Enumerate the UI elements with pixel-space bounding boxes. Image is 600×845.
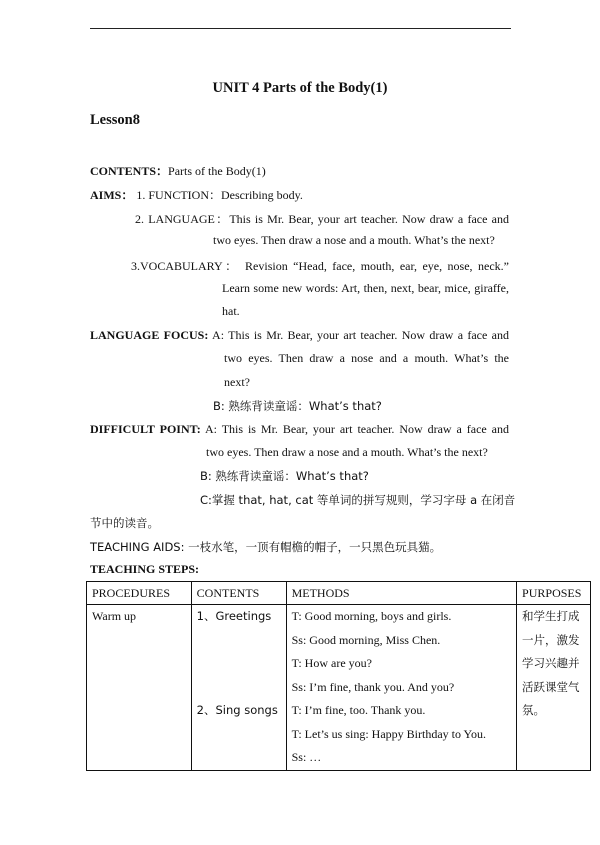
aims-vocabulary-line3: hat. [222, 304, 240, 318]
contents-line [90, 162, 266, 179]
method-line-1: T: Good morning, boys and girls. [291, 609, 452, 623]
teaching-steps-table [86, 581, 591, 771]
method-line-2: Ss: Good morning, Miss Chen. [291, 632, 441, 647]
method-line-6: T: Let’s us sing: Happy Birthday to You. [291, 726, 487, 741]
language-focus-a3: next? [224, 375, 250, 389]
language-focus-line1 [90, 328, 509, 343]
aims-language-line2: two eyes. Then draw a nose and a mouth. What’s the next? [213, 233, 495, 247]
difficult-point-a2: two eyes. Then draw a nose and a mouth. What’s the next? [206, 445, 488, 459]
purpose-line-5: 氛。 [522, 703, 546, 717]
aims-function: 1. FUNCTION：Describing body. [136, 188, 303, 202]
purposes-cell [517, 605, 591, 771]
difficult-point-c2: 节中的读音。 [90, 516, 159, 530]
aims-line [90, 186, 303, 203]
contents-sing-songs: 2、Sing songs [196, 703, 278, 717]
table-header-row [87, 582, 591, 605]
language-focus-a1: A: This is Mr. Bear, your art teacher. Now draw a face and [212, 328, 510, 342]
language-focus-b: B: 熟练背读童谣：What’s that? [213, 399, 382, 413]
purpose-line-3: 学习兴趣并 [522, 656, 580, 670]
aims-label: AIMS： [90, 188, 134, 202]
method-line-5: T: I’m fine, too. Thank you. [291, 703, 426, 717]
purpose-line-4: 活跃课堂气 [522, 679, 580, 694]
aims-language-line1: 2. LANGUAGE：This is Mr. Bear, your art teacher. Now draw a face and [135, 212, 509, 226]
method-line-7: Ss: … [291, 750, 322, 764]
header-procedures: PROCEDURES [87, 582, 192, 605]
difficult-point-b: B: 熟练背读童谣：What’s that? [200, 469, 369, 483]
aims-vocabulary-line2: Learn some new words: Art, then, next, bear, mice, giraffe, [222, 281, 509, 295]
header-purposes: PURPOSES [517, 582, 591, 605]
lesson-title: Lesson8 [90, 112, 140, 128]
unit-title: UNIT 4 Parts of the Body(1) [212, 80, 388, 96]
method-line-3: T: How are you? [291, 656, 372, 670]
purpose-line-1: 和学生打成 [522, 609, 580, 623]
language-focus-a2: two eyes. Then draw a nose and a mouth. What’s the [224, 351, 509, 365]
contents-greetings: 1、Greetings [196, 609, 272, 623]
header-contents: CONTENTS [191, 582, 286, 605]
difficult-point-label: DIFFICULT POINT: [90, 422, 201, 436]
language-focus-label: LANGUAGE FOCUS: [90, 328, 209, 342]
aims-vocabulary-line1: 3.VOCABULARY： Revision “Head, face, mouth, ear, eye, nose, neck.” [131, 259, 509, 273]
teaching-aids: TEACHING AIDS: 一枝水笔，一顶有帽檐的帽子，一只黑色玩具猫。 [90, 540, 442, 554]
methods-cell [286, 605, 516, 771]
method-line-4: Ss: I’m fine, thank you. And you? [291, 679, 455, 694]
table-row [87, 605, 591, 771]
difficult-point-c1: C:掌握 that, hat, cat 等单词的拼写规则，学习字母 a 在闭音 [200, 493, 516, 507]
teaching-steps-label: TEACHING STEPS: [90, 562, 200, 576]
header-methods: METHODS [286, 582, 516, 605]
difficult-point-line1 [90, 422, 509, 437]
header-rule [90, 28, 511, 29]
procedure-warm-up: Warm up [92, 609, 137, 623]
contents-cell [191, 605, 286, 771]
procedure-cell [87, 605, 192, 771]
contents-label: CONTENTS： [90, 164, 169, 178]
contents-value: Parts of the Body(1) [168, 164, 266, 178]
purpose-line-2: 一片，激发 [522, 632, 580, 647]
difficult-point-a1: A: This is Mr. Bear, your art teacher. Now draw a face and [205, 422, 509, 436]
